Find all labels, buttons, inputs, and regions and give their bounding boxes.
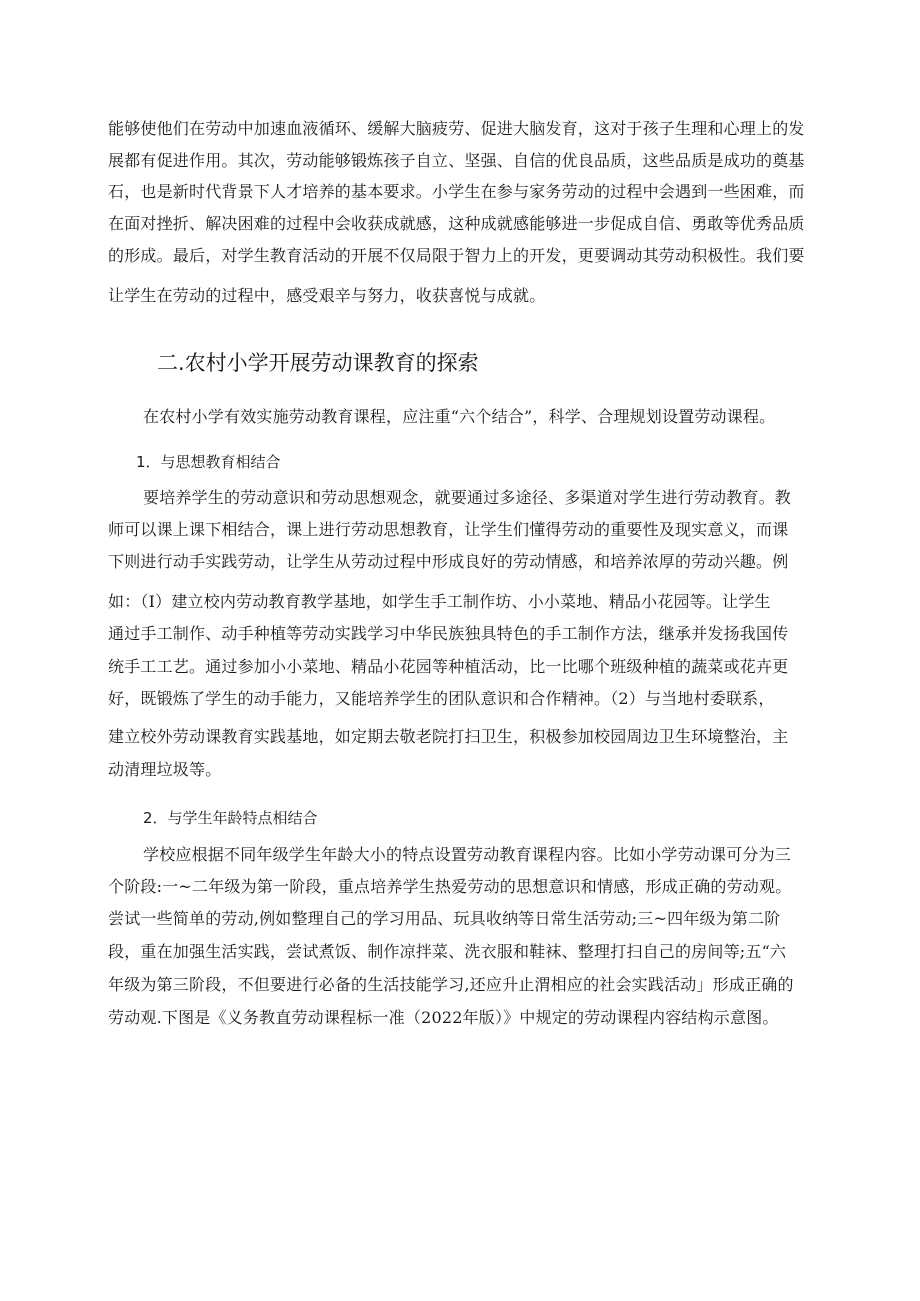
sub1-line-3: 下则进行动手实践劳动，让学生从劳动过程中形成良好的劳动情感，和培养浓厚的劳动兴趣。例: [108, 552, 789, 571]
intro-line-4: 在面对挫折、解决困难的过程中会收获成就感，这种成就感能够进一步促成自信、勇敢等优秀品质: [108, 214, 805, 233]
intro-line-3: 石，也是新时代背景下人才培养的基本要求。小学生在参与家务劳动的过程中会遇到一些困难，而: [108, 182, 805, 201]
sub1-line-5: 通过手工制作、动手种植等劳动实践学习中华民族独具特色的手工制作方法，继承并发扬我国传: [108, 624, 789, 643]
sub1-line-9: 动清理垃圾等。: [108, 760, 222, 779]
sub2-line-3: 尝试一些简单的劳动,例如整理自己的学习用品、玩具收纳等日常生活劳动;三~四年级为第二阶: [108, 909, 781, 928]
subsection-2-title: 2．与学生年龄特点相结合: [143, 809, 318, 827]
sub2-line-1: 学校应根据不同年级学生年龄大小的特点设置劳动教育课程内容。比如小学劳动课可分为三: [143, 845, 792, 864]
sub1-line-4: 如：（I）建立校内劳动教育教学基地，如学生手工制作坊、小小菜地、精品小花园等。让学生: [108, 592, 771, 611]
sub1-line-7: 好，既锻炼了学生的动手能力，又能培养学生的团队意识和合作精神。（2）与当地村委联系，: [108, 689, 775, 708]
intro-line-6: 让学生在劳动的过程中，感受艰辛与努力，收获喜悦与成就。: [108, 286, 546, 305]
section-lead: 在农村小学有效实施劳动教育课程，应注重“六个结合”，科学、合理规划设置劳动课程。: [143, 407, 776, 426]
section-heading: 二.农村小学开展劳动课教育的探索: [157, 351, 479, 375]
sub2-line-5: 年级为第三阶段，不但要进行必备的生活技能学习,还应升止渭相应的社会实践活动」形成正确的: [108, 975, 794, 994]
intro-line-2: 展都有促进作用。其次，劳动能够锻炼孩子自立、坚强、自信的优良品质，这些品质是成功的奠基: [108, 151, 805, 170]
sub2-line-2: 个阶段:一~二年级为第一阶段，重点培养学生热爱劳动的思想意识和情感，形成正确的劳动观。: [108, 877, 792, 896]
sub1-line-6: 统手工工艺。通过参加小小菜地、精品小花园等种植活动，比一比哪个班级种植的蔬菜或花卉更: [108, 657, 789, 676]
sub1-line-1: 要培养学生的劳动意识和劳动思想观念，就要通过多途径、多渠道对学生进行劳动教育。教: [143, 488, 792, 507]
intro-line-5: 的形成。最后，对学生教育活动的开展不仅局限于智力上的开发，更要调动其劳动积极性。我们要: [108, 246, 805, 265]
sub2-line-4: 段，重在加强生活实践，尝试煮饭、制作凉拌菜、洗衣服和鞋袜、整理打扫自己的房间等;五“六: [108, 942, 787, 961]
sub1-line-8: 建立校外劳动课教育实践基地，如定期去敬老院打扫卫生，积极参加校园周边卫生环境整治，主: [108, 727, 789, 746]
sub1-line-2: 师可以课上课下相结合，课上进行劳动思想教育，让学生们懂得劳动的重要性及现实意义，而课: [108, 520, 789, 539]
subsection-1-title: 1．与思想教育相结合: [136, 453, 281, 471]
sub2-line-6: 劳动观.下图是《义务教直劳动课程标一准（2022年版）》中规定的劳动课程内容结构示意图。: [108, 1008, 779, 1027]
intro-line-1: 能够使他们在劳动中加速血液循环、缓解大脑疲劳、促进大脑发育，这对于孩子生理和心理上的发: [108, 119, 805, 138]
